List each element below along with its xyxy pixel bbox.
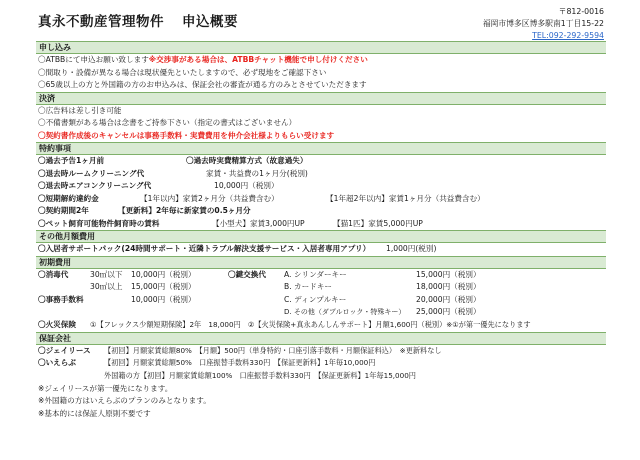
key-exchange-label: 〇鍵交換代 — [228, 269, 266, 279]
key-dimple-name: C. ディンプルキー — [284, 294, 347, 304]
jlease-terms: 【初回】月額家賃総額80% 【月額】500円（単身特約・口座引落手数料・月額保証料込） ※更新料なし — [104, 345, 442, 355]
key-other-price: 25,000円（税別） — [416, 307, 481, 316]
key-card-name: B. カードキー — [284, 282, 333, 291]
pet-cat: 【猫1匹】家賃5,000円UP — [333, 218, 423, 228]
support-pack-label: 〇入居者サポートパック(24時間サポート・近隣トラブル解決支援サービス・入居者専用アプリ） — [38, 244, 371, 253]
settlement-line-1: 〇広告料は差し引き可能 — [38, 105, 122, 115]
pet-small-dog: 【小型犬】家賃3,000円UP — [212, 218, 305, 228]
summary-sheet — [36, 41, 606, 420]
special-row-3 — [36, 180, 606, 193]
special-row-4 — [36, 193, 606, 206]
key-other-name: D. その他（ダブルロック・特殊キー） — [284, 308, 406, 316]
disinfection-large-size: 30㎡以上 — [90, 282, 123, 291]
ieraku-terms: 【初回】月額家賃総額50% 口座振替手数料330円 【保証更新料】1年毎10,000円 — [104, 358, 376, 367]
section-heading-initial: 初期費用 — [36, 256, 606, 269]
special-row-5 — [36, 205, 606, 218]
monthly-support-pack — [36, 243, 606, 256]
pet-rent-label: 〇ペット飼育可能物件飼育時の賃料 — [38, 218, 160, 228]
room-cleaning-label: 〇退去時ルームクリーニング代 — [38, 168, 145, 178]
application-line-2: 〇間取り・設備が異なる場合は現状優先といたしますので、必ず現地をご確認下さい — [38, 67, 327, 77]
office-fee-label: 〇事務手数料 — [38, 294, 84, 304]
key-cylinder-price: 15,000円（税別） — [416, 269, 481, 279]
key-dimple-price: 20,000円（税別） — [416, 294, 481, 304]
settlement-cancel-notice: 〇契約書作成後のキャンセルは事務手数料・実費費用を仲介会社様よりもらい受けます — [38, 130, 335, 140]
restoration-method: 〇過去時実費精算方式（故意過失） — [186, 156, 308, 165]
application-chat-notice: ※交渉事がある場合は、ATBBチャット機能で申し付けください — [148, 55, 368, 64]
support-pack-price: 1,000円(税別) — [386, 244, 437, 253]
early-termination-1yr: 【1年以内】家賃2ヶ月分（共益費含む） — [140, 193, 279, 203]
ieraku-label: 〇いえらぶ — [38, 358, 76, 367]
application-line-3: 〇65歳以上の方と外国籍の方のお申込みは、保証会社の審査が通る方のみとさせていただきます — [38, 80, 367, 89]
key-cylinder-name: A. シリンダーキー — [284, 269, 347, 279]
postal-code: 〒812-0016 — [558, 7, 604, 16]
early-termination-label: 〇短期解約違約金 — [38, 193, 99, 203]
application-atbb-text: 〇ATBBにて申込お願い致します — [38, 55, 149, 64]
renewal-fee-value: 【更新料】2年毎に新家賃の0.5ヶ月分 — [118, 206, 251, 215]
contract-term-label: 〇契約期間2年 — [38, 206, 89, 215]
guarantee-note-2: ※外国籍の方はいえらぶのプランのみとなります。 — [38, 396, 211, 405]
disinfection-small-price: 10,000円（税別） — [131, 269, 196, 279]
title-property: 真永不動産管理物件 — [38, 14, 164, 30]
title-summary: 申込概要 — [182, 14, 238, 30]
aircon-cleaning-label: 〇退去時エアコンクリーニング代 — [38, 181, 152, 190]
section-heading-guarantee: 保証会社 — [36, 332, 606, 345]
section-heading-monthly: その他月額費用 — [36, 230, 606, 243]
special-row-2 — [36, 168, 606, 181]
street-address: 福岡市博多区博多駅南1丁目15-22 — [482, 19, 604, 28]
disinfection-label: 〇消毒代 — [38, 269, 69, 279]
section-heading-application: 申し込み — [36, 41, 606, 54]
phone-link[interactable]: TEL:092-292-9594 — [532, 31, 604, 40]
disinfection-small-size: 30㎡以下 — [90, 269, 123, 279]
guarantee-note-1: ※ジェイリースが第一優先になります。 — [38, 383, 173, 393]
application-line-1 — [36, 54, 606, 67]
company-address-block — [483, 6, 604, 42]
initial-cost-grid — [36, 269, 606, 331]
jlease-label: 〇ジェイリース — [38, 345, 91, 355]
office-fee-price: 10,000円（税別） — [131, 294, 196, 304]
aircon-cleaning-value: 10,000円（税別） — [214, 181, 279, 190]
guarantee-grid — [36, 345, 606, 383]
page-title — [38, 14, 238, 30]
notice-period: 〇過去予告1ヶ月前 — [38, 156, 105, 165]
section-heading-special: 特約事項 — [36, 142, 606, 155]
fire-insurance-value: ①【フレックス少額短期保険】2年 18,000円 ②【火災保険+真永あんしんサポート】月額1,600円（税別）※①が第一優先になります — [90, 319, 531, 329]
settlement-line-2: 〇不備書類がある場合は念書をご持参下さい（指定の書式はございません） — [38, 118, 297, 127]
fire-insurance-label: 〇火災保険 — [38, 319, 76, 329]
key-card-price: 18,000円（税別） — [416, 282, 481, 291]
guarantee-note-3: ※基本的には保証人原則不要です — [38, 408, 151, 418]
room-cleaning-value: 家賃・共益費の1ヶ月分(税別) — [206, 168, 308, 178]
section-heading-settlement: 決済 — [36, 92, 606, 105]
ieraku-foreign-terms: 外国籍の方【初回】月額家賃総額100% 口座振替手数料330円 【保証更新料】1年毎15,000円 — [104, 370, 416, 380]
early-termination-2yr: 【1年超2年以内】家賃1ヶ月分（共益費含む） — [326, 193, 485, 203]
special-row-6 — [36, 218, 606, 231]
special-row-1 — [36, 155, 606, 168]
disinfection-large-price: 15,000円（税別） — [131, 282, 196, 291]
